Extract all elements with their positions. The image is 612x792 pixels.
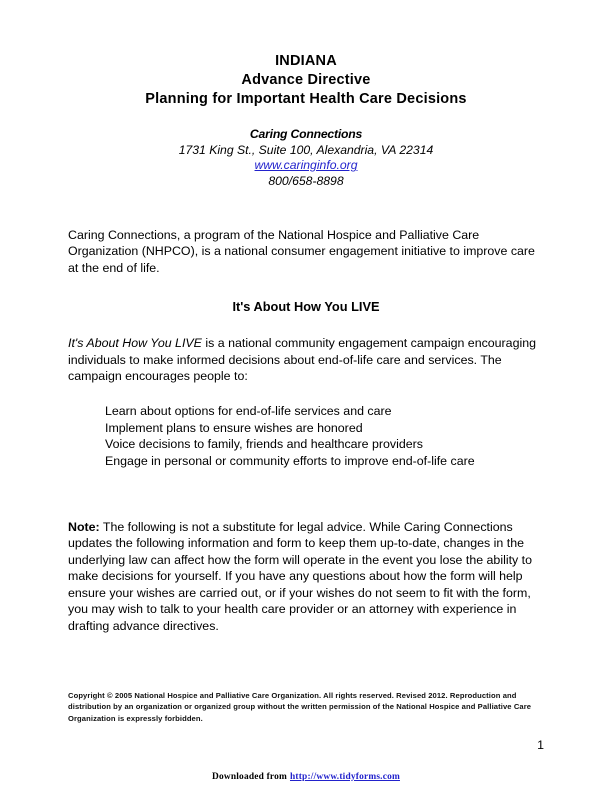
organization-name: Caring Connections — [249, 127, 363, 141]
list-item: Engage in personal or community efforts to improve end-of-life care — [105, 453, 475, 468]
document-title-block — [68, 52, 544, 109]
organization-website-link[interactable]: www.caringinfo.org — [254, 158, 358, 172]
section-heading-its-about-how-you-live: It's About How You LIVE — [232, 299, 380, 315]
organization-address: 1731 King St., Suite 100, Alexandria, VA 22314 — [178, 142, 434, 157]
campaign-paragraph-text: is a national community engagement campaign encouraging individuals to make informed decisions about end-of-life care and services. The campaign encourages people to: — [68, 336, 537, 384]
title-line-subtitle: Planning for Important Health Care Decisions — [145, 91, 467, 107]
list-item: Implement plans to ensure wishes are honored — [105, 420, 363, 435]
title-line-form-type: Advance Directive — [241, 72, 371, 88]
download-source-link[interactable]: http://www.tidyforms.com — [289, 772, 400, 782]
note-label: Note: — [68, 520, 100, 535]
page-number: 1 — [537, 738, 544, 752]
note-paragraph-text: The following is not a substitute for legal advice. While Caring Connections updates the following information and form to keep them up-to-date, changes in the underlying law can affect how the form will operate in the event you lose the ability to make decisions for yourself. If you have any questions about how the form will help ensure your wishes are carried out, or if your wishes do not seem to fit with the form, you may wish to talk to your health care provider or an attorney with experience in drafting advance directives. — [68, 520, 532, 633]
campaign-paragraph — [68, 335, 544, 384]
title-line-state: INDIANA — [275, 53, 337, 69]
copyright-notice: Copyright © 2005 National Hospice and Palliative Care Organization. All rights reserved. Revised 2012. Reproduction and distribution by an organization or organized group without the written permission of the National Hospice and Palliative Care Organization is expressly forbidden. — [68, 691, 532, 723]
download-source-label: Downloaded from — [212, 772, 287, 782]
campaign-paragraph-italic-lead: It's About How You LIVE — [68, 336, 202, 351]
note-paragraph — [68, 519, 544, 634]
intro-paragraph: Caring Connections, a program of the National Hospice and Palliative Care Organization (NHPCO), is a national consumer engagement initiative to improve care at the end of life. — [68, 228, 535, 275]
list-item: Learn about options for end-of-life services and care — [105, 404, 392, 419]
live-acronym-list — [68, 403, 544, 469]
download-source-bar — [0, 772, 612, 782]
list-item: Voice decisions to family, friends and healthcare providers — [105, 437, 423, 452]
organization-contact-block — [68, 127, 544, 189]
page-content — [68, 0, 544, 646]
organization-phone: 800/658-8898 — [268, 173, 344, 188]
